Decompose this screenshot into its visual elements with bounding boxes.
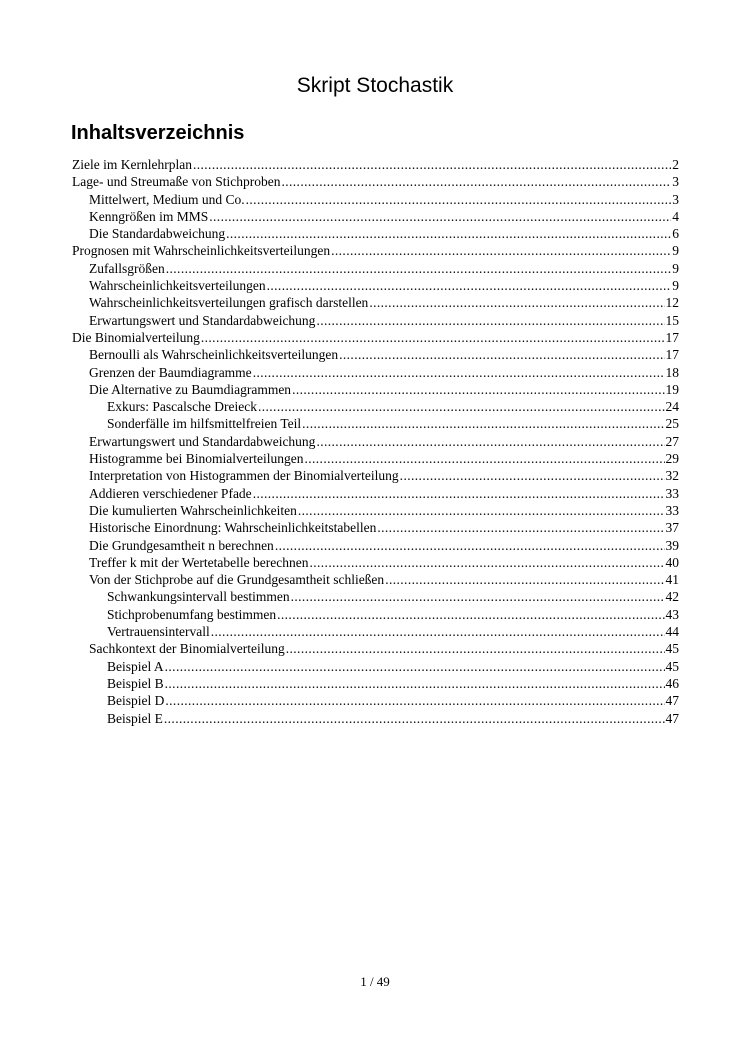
toc-entry[interactable] bbox=[72, 398, 679, 415]
toc-entry-page: 9 bbox=[672, 278, 679, 294]
toc-entry-label: Zufallsgrößen bbox=[89, 260, 165, 276]
toc-entry-page: 3 bbox=[672, 174, 679, 190]
toc-entry-page: 19 bbox=[665, 381, 679, 397]
toc-dot-leader bbox=[302, 415, 664, 432]
toc-entry[interactable] bbox=[72, 467, 679, 484]
toc-entry-label: Die Binomialverteilung bbox=[72, 329, 200, 345]
toc-entry-page: 18 bbox=[665, 364, 679, 380]
toc-heading: Inhaltsverzeichnis bbox=[71, 122, 245, 144]
toc-dot-leader bbox=[298, 502, 665, 519]
toc-entry[interactable] bbox=[72, 381, 679, 398]
toc-dot-leader bbox=[253, 485, 665, 502]
toc-entry-page: 6 bbox=[672, 226, 679, 242]
toc-entry-label: Ziele im Kernlehrplan bbox=[72, 157, 192, 172]
toc-entry-page: 2 bbox=[672, 157, 679, 172]
toc-entry-label: Beispiel E bbox=[107, 710, 163, 726]
toc-entry-page: 24 bbox=[665, 399, 679, 415]
toc-entry-label: Addieren verschiedener Pfade bbox=[89, 485, 252, 501]
toc-dot-leader bbox=[166, 260, 672, 277]
toc-entry-page: 9 bbox=[672, 260, 679, 276]
toc-entry-label: Interpretation von Histogrammen der Binomialverteilung bbox=[89, 468, 399, 484]
table-of-contents bbox=[72, 156, 679, 727]
toc-entry[interactable] bbox=[72, 537, 679, 554]
toc-entry-page: 45 bbox=[665, 658, 679, 674]
toc-entry-label: Grenzen der Baumdiagramme bbox=[89, 364, 252, 380]
toc-entry[interactable] bbox=[72, 225, 679, 242]
toc-entry-page: 47 bbox=[665, 693, 679, 709]
toc-entry-page: 33 bbox=[665, 502, 679, 518]
toc-entry-label: Bernoulli als Wahrscheinlichkeitsverteilungen bbox=[89, 347, 339, 363]
toc-entry[interactable] bbox=[72, 710, 679, 727]
toc-entry[interactable] bbox=[72, 364, 679, 381]
toc-entry-page: 46 bbox=[665, 675, 679, 691]
toc-entry[interactable] bbox=[72, 191, 679, 208]
toc-entry-label: Wahrscheinlichkeitsverteilungen bbox=[89, 278, 266, 294]
toc-entry[interactable] bbox=[72, 640, 679, 657]
toc-entry-page: 27 bbox=[665, 433, 679, 449]
toc-entry[interactable] bbox=[72, 277, 679, 294]
toc-dot-leader bbox=[309, 554, 664, 571]
toc-dot-leader bbox=[164, 710, 665, 727]
toc-entry-label: Die Alternative zu Baumdiagrammen bbox=[89, 381, 292, 397]
toc-entry[interactable] bbox=[72, 502, 679, 519]
toc-entry[interactable] bbox=[72, 433, 679, 450]
toc-entry[interactable] bbox=[72, 173, 679, 190]
toc-entry-label: Erwartungswert und Standardabweichung bbox=[89, 433, 316, 449]
toc-entry-label: Sachkontext der Binomialverteilung bbox=[89, 641, 285, 657]
toc-entry-label: Die Grundgesamtheit n berechnen bbox=[89, 537, 274, 553]
toc-entry-page: 15 bbox=[665, 312, 679, 328]
toc-entry-label: Vertrauensintervall bbox=[107, 624, 210, 640]
document-title: Skript Stochastik bbox=[296, 74, 454, 97]
toc-entry[interactable] bbox=[72, 242, 679, 259]
toc-entry[interactable] bbox=[72, 692, 679, 709]
toc-dot-leader bbox=[165, 658, 665, 675]
toc-dot-leader bbox=[258, 398, 665, 415]
toc-entry-label: Sonderfälle im hilfsmittelfreien Teil bbox=[107, 416, 302, 432]
toc-entry[interactable] bbox=[72, 346, 679, 363]
toc-entry[interactable] bbox=[72, 658, 679, 675]
toc-entry-page: 33 bbox=[665, 485, 679, 501]
toc-entry-label: Die kumulierten Wahrscheinlichkeiten bbox=[89, 502, 297, 518]
toc-entry-page: 17 bbox=[665, 347, 679, 363]
toc-entry-label: Mittelwert, Medium und Co. bbox=[89, 191, 245, 207]
toc-entry-page: 37 bbox=[665, 520, 679, 536]
toc-entry-label: Exkurs: Pascalsche Dreieck bbox=[107, 399, 257, 415]
toc-entry-page: 25 bbox=[665, 416, 679, 432]
toc-entry[interactable] bbox=[72, 156, 679, 173]
toc-dot-leader bbox=[277, 606, 664, 623]
toc-entry-page: 12 bbox=[665, 295, 679, 311]
toc-entry-page: 44 bbox=[665, 624, 679, 640]
toc-dot-leader bbox=[201, 329, 665, 346]
toc-entry-page: 43 bbox=[665, 606, 679, 622]
toc-entry[interactable] bbox=[72, 260, 679, 277]
toc-entry-label: Schwankungsintervall bestimmen bbox=[107, 589, 290, 605]
toc-entry[interactable] bbox=[72, 485, 679, 502]
toc-dot-leader bbox=[165, 675, 665, 692]
toc-entry-label: Wahrscheinlichkeitsverteilungen grafisch darstellen bbox=[89, 295, 369, 311]
toc-dot-leader bbox=[331, 242, 671, 259]
toc-entry-label: Beispiel B bbox=[107, 675, 164, 691]
toc-entry[interactable] bbox=[72, 329, 679, 346]
toc-dot-leader bbox=[304, 450, 664, 467]
toc-entry-label: Beispiel D bbox=[107, 693, 165, 709]
toc-entry-page: 17 bbox=[665, 329, 679, 345]
toc-entry-label: Kenngrößen im MMS bbox=[89, 208, 209, 224]
toc-dot-leader bbox=[267, 277, 672, 294]
toc-dot-leader bbox=[165, 692, 664, 709]
toc-entry-page: 9 bbox=[672, 243, 679, 259]
toc-dot-leader bbox=[246, 191, 672, 208]
toc-entry-page: 4 bbox=[672, 208, 679, 224]
toc-entry-page: 29 bbox=[665, 451, 679, 467]
toc-entry[interactable] bbox=[72, 415, 679, 432]
toc-dot-leader bbox=[385, 571, 664, 588]
toc-entry-page: 47 bbox=[665, 710, 679, 726]
toc-dot-leader bbox=[292, 381, 664, 398]
toc-entry[interactable] bbox=[72, 623, 679, 640]
toc-entry-page: 39 bbox=[665, 537, 679, 553]
toc-entry-label: Die Standardabweichung bbox=[89, 226, 226, 242]
toc-entry[interactable] bbox=[72, 571, 679, 588]
toc-dot-leader bbox=[316, 433, 664, 450]
toc-entry[interactable] bbox=[72, 606, 679, 623]
toc-entry[interactable] bbox=[72, 588, 679, 605]
toc-entry-label: Erwartungswert und Standardabweichung bbox=[89, 312, 316, 328]
toc-dot-leader bbox=[291, 588, 665, 605]
page-number: 1 / 49 bbox=[360, 974, 390, 989]
toc-dot-leader bbox=[400, 467, 665, 484]
toc-entry[interactable] bbox=[72, 450, 679, 467]
toc-dot-leader bbox=[316, 312, 664, 329]
toc-entry-label: Histogramme bei Binomialverteilungen bbox=[89, 451, 304, 467]
toc-entry-label: Lage- und Streumaße von Stichproben bbox=[72, 174, 281, 190]
toc-entry[interactable] bbox=[72, 519, 679, 536]
toc-entry-label: Prognosen mit Wahrscheinlichkeitsverteilungen bbox=[72, 243, 331, 259]
toc-entry[interactable] bbox=[72, 312, 679, 329]
toc-dot-leader bbox=[211, 623, 665, 640]
toc-dot-leader bbox=[275, 537, 665, 554]
toc-dot-leader bbox=[226, 225, 671, 242]
toc-entry-label: Stichprobenumfang bestimmen bbox=[107, 606, 277, 622]
toc-entry[interactable] bbox=[72, 675, 679, 692]
toc-dot-leader bbox=[377, 519, 664, 536]
toc-entry-label: Von der Stichprobe auf die Grundgesamtheit schließen bbox=[89, 572, 385, 588]
toc-entry[interactable] bbox=[72, 208, 679, 225]
toc-entry-page: 32 bbox=[665, 468, 679, 484]
toc-entry[interactable] bbox=[72, 294, 679, 311]
toc-dot-leader bbox=[286, 640, 665, 657]
toc-entry-page: 45 bbox=[665, 641, 679, 657]
toc-dot-leader bbox=[253, 364, 665, 381]
toc-entry-label: Treffer k mit der Wertetabelle berechnen bbox=[89, 554, 309, 570]
toc-dot-leader bbox=[281, 173, 671, 190]
toc-entry-page: 42 bbox=[665, 589, 679, 605]
toc-dot-leader bbox=[369, 294, 664, 311]
toc-dot-leader bbox=[339, 346, 664, 363]
toc-entry[interactable] bbox=[72, 554, 679, 571]
toc-dot-leader bbox=[193, 156, 671, 173]
toc-entry-label: Beispiel A bbox=[107, 658, 164, 674]
toc-entry-page: 40 bbox=[665, 554, 679, 570]
toc-entry-page: 3 bbox=[672, 191, 679, 207]
toc-entry-page: 41 bbox=[665, 572, 679, 588]
toc-entry-label: Historische Einordnung: Wahrscheinlichkeitstabellen bbox=[89, 520, 377, 536]
toc-dot-leader bbox=[209, 208, 671, 225]
